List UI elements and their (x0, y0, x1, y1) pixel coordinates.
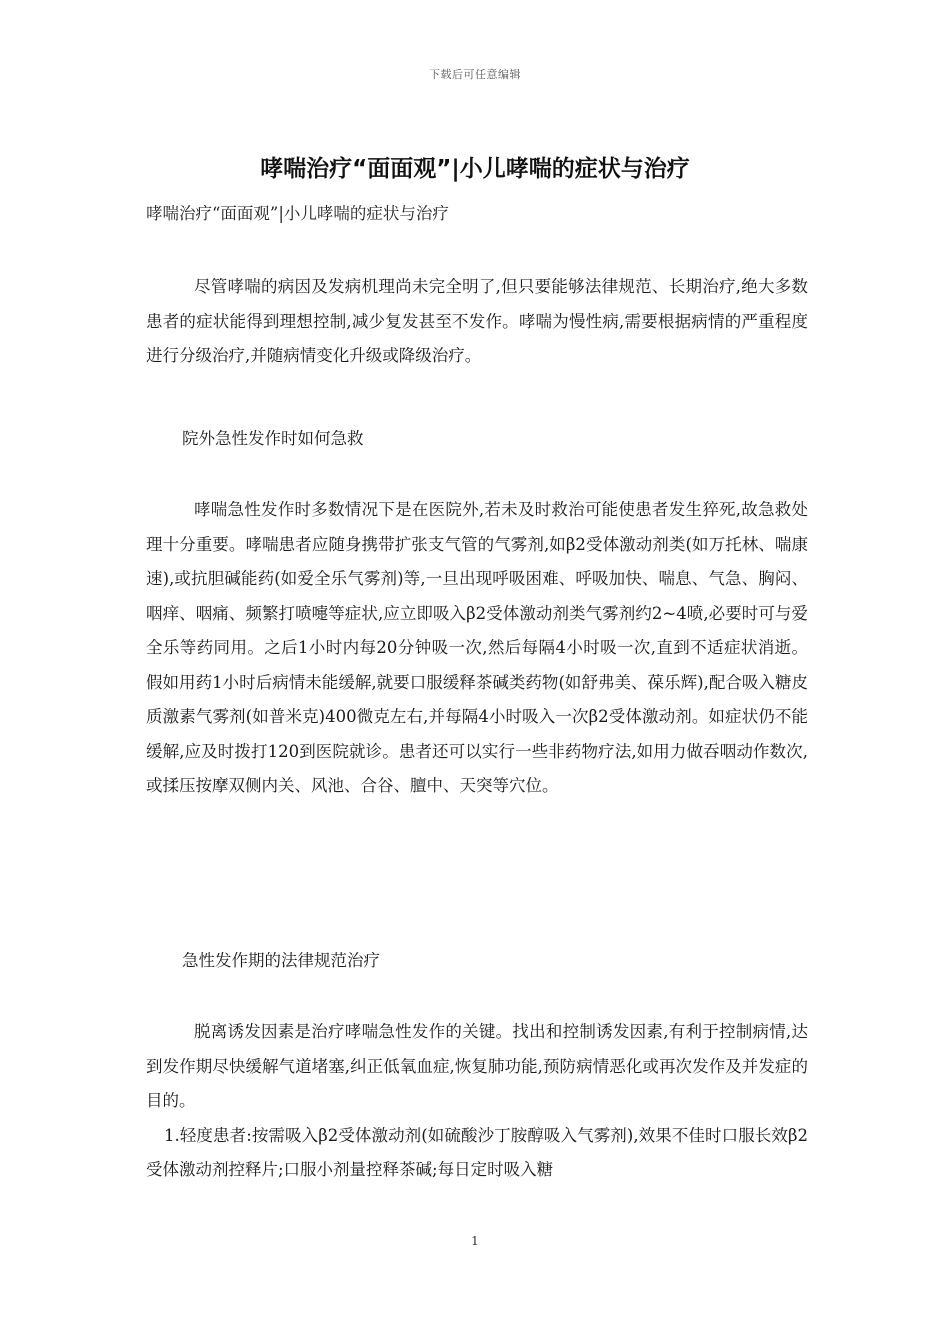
page-header-note: 下载后可任意编辑 (429, 68, 521, 81)
document-subtitle: 哮喘治疗“面面观”|小儿哮喘的症状与治疗 (146, 204, 449, 223)
intro-section (146, 270, 808, 374)
page-number: 1 (471, 1234, 479, 1248)
document-title: 哮喘治疗“面面观”|小儿哮喘的症状与治疗 (260, 156, 690, 182)
acute-key-paragraph: 脱离诱发因素是治疗哮喘急性发作的关键。找出和控制诱发因素,有利于控制病情,达到发作期尽快缓解气道堵塞,纠正低氧血症,恢复肺功能,预防病情恶化或再次发作及并发症的目的。 (146, 1022, 808, 1110)
acute-treatment-section (146, 1015, 808, 1188)
section-heading-acute-treatment: 急性发作期的法律规范治疗 (182, 951, 380, 970)
section-heading-first-aid: 院外急性发作时如何急救 (182, 429, 364, 448)
first-aid-section (146, 493, 808, 804)
first-aid-paragraph: 哮喘急性发作时多数情况下是在医院外,若未及时救治可能使患者发生猝死,故急救处理十分重要。哮喘患者应随身携带扩张支气管的气雾剂,如β2受体激动剂类(如万托林、喘康速),或抗胆碱能药(如爱全乐气雾剂)等,一旦出现呼吸困难、呼吸加快、喘息、气急、胸闷、咽痒、咽痛、频繁打喷嚏等症状,应立即吸入β2受体激动剂类气雾剂约2~4喷,必要时可与爱全乐等药同用。之后1小时内每20分钟吸一次,然后每隔4小时吸一次,直到不适症状消逝。假如用药1小时后病情未能缓解,就要口服缓释茶碱类药物(如舒弗美、葆乐辉),配合吸入糖皮质激素气雾剂(如普米克)400微克左右,并每隔4小时吸入一次β2受体激动剂。如症状仍不能缓解,应及时拨打120到医院就诊。患者还可以实行一些非药物疗法,如用力做吞咽动作数次,或揉压按摩双侧内关、风池、合谷、膻中、天突等穴位。 (146, 500, 808, 795)
mild-patient-paragraph: 1.轻度患者:按需吸入β2受体激动剂(如硫酸沙丁胺醇吸入气雾剂),效果不佳时口服长效β2受体激动剂控释片;口服小剂量控释茶碱;每日定时吸入糖 (146, 1125, 808, 1179)
intro-paragraph: 尽管哮喘的病因及发病机理尚未完全明了,但只要能够法律规范、长期治疗,绝大多数患者的症状能得到理想控制,减少复发甚至不发作。哮喘为慢性病,需要根据病情的严重程度进行分级治疗,并随病情变化升级或降级治疗。 (146, 277, 808, 365)
